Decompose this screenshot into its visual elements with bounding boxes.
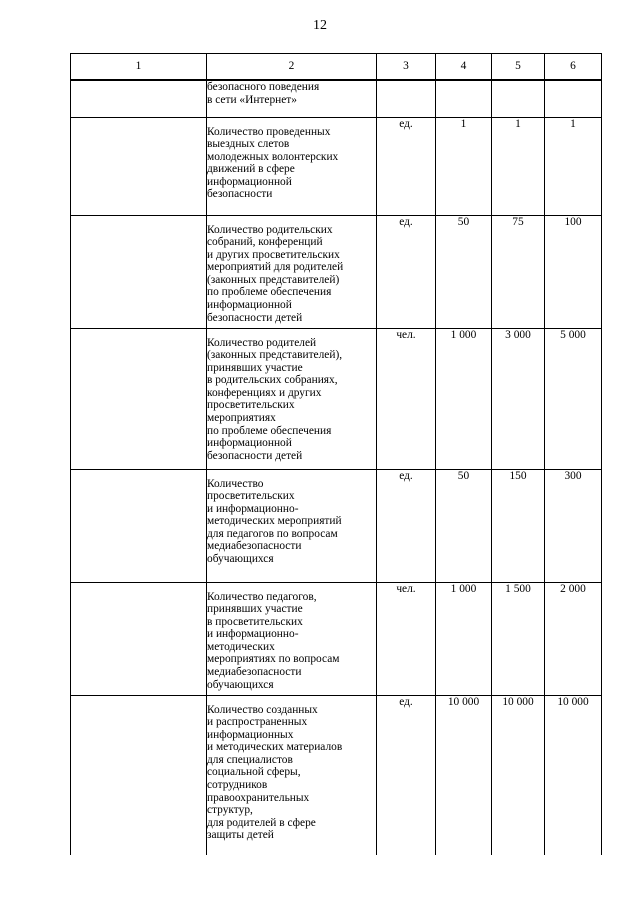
description-line: Количество проведенных	[207, 125, 331, 138]
description-line: безопасности детей	[207, 449, 303, 462]
description-line: медиабезопасности	[207, 540, 302, 553]
cell-value-5: 1	[492, 117, 545, 215]
cell-description	[207, 80, 377, 117]
table-row	[71, 117, 602, 215]
cell-value-4: 10 000	[436, 695, 492, 855]
description-line: безопасного поведения	[207, 81, 320, 93]
cell-value-6: 10 000	[545, 695, 602, 855]
description-line: Количество родительских	[207, 223, 333, 236]
description-line: (законных представителей),	[207, 349, 343, 362]
description-line: (законных представителей)	[207, 273, 340, 286]
cell-value-5: 75	[492, 215, 545, 328]
cell-value-4	[436, 80, 492, 117]
description-line: для педагогов по вопросам	[207, 527, 338, 540]
description-line: движений в сфере	[207, 163, 295, 176]
description-line: принявших участие	[207, 603, 303, 616]
table-row	[71, 328, 602, 469]
cell-description	[207, 215, 377, 328]
description-line: мероприятий для родителей	[207, 261, 344, 274]
cell-value-6: 2 000	[545, 582, 602, 695]
description-line: для специалистов	[207, 753, 293, 766]
description-line: и информационно-	[207, 628, 299, 641]
table-row	[71, 469, 602, 582]
cell-description	[207, 328, 377, 469]
description-line: и методических материалов	[207, 741, 343, 754]
cell-value-4: 1	[436, 117, 492, 215]
cell-value-5: 1 500	[492, 582, 545, 695]
description-line: правоохранительных	[207, 791, 310, 804]
cell-unit: ед.	[377, 117, 436, 215]
cell-value-5	[492, 80, 545, 117]
cell-col1	[71, 695, 207, 855]
cell-value-4: 50	[436, 215, 492, 328]
description-line: в родительских собраниях,	[207, 374, 338, 387]
cell-value-4: 1 000	[436, 328, 492, 469]
indicators-table	[70, 53, 602, 855]
column-header-3: 3	[377, 54, 436, 81]
cell-description	[207, 117, 377, 215]
description-line: Количество педагогов,	[207, 590, 317, 603]
description-line: и информационно-	[207, 502, 299, 515]
table-row	[71, 215, 602, 328]
cell-description	[207, 695, 377, 855]
cell-col1	[71, 582, 207, 695]
cell-value-6: 5 000	[545, 328, 602, 469]
description-line: по проблеме обеспечения	[207, 286, 332, 299]
description-line: в просветительских	[207, 615, 303, 628]
description-line: по проблеме обеспечения	[207, 424, 332, 437]
description-line: просветительских	[207, 490, 295, 503]
cell-col1	[71, 117, 207, 215]
description-line: информационной	[207, 437, 292, 450]
description-line: методических	[207, 640, 275, 653]
cell-value-6: 300	[545, 469, 602, 582]
description-line: Количество родителей	[207, 336, 317, 349]
description-line: информационных	[207, 728, 294, 741]
description-line: молодежных волонтерских	[207, 150, 339, 163]
description-line: мероприятиях	[207, 412, 276, 425]
description-line: конференциях и других	[207, 386, 322, 399]
cell-col1	[71, 469, 207, 582]
cell-description	[207, 469, 377, 582]
description-line: собраний, конференций	[207, 236, 323, 249]
description-line: Количество	[207, 477, 264, 490]
cell-col1	[71, 215, 207, 328]
description-line: для родителей в сфере	[207, 816, 316, 829]
cell-value-6: 1	[545, 117, 602, 215]
description-line: информационной	[207, 299, 292, 312]
table-row	[71, 80, 602, 117]
cell-value-6: 100	[545, 215, 602, 328]
cell-value-5: 150	[492, 469, 545, 582]
cell-value-5: 10 000	[492, 695, 545, 855]
cell-col1	[71, 80, 207, 117]
column-header-5: 5	[492, 54, 545, 81]
description-line: безопасности детей	[207, 311, 303, 324]
column-header-4: 4	[436, 54, 492, 81]
description-line: информационной	[207, 175, 292, 188]
cell-unit: ед.	[377, 695, 436, 855]
description-line: безопасности	[207, 188, 273, 201]
table-header-row	[71, 54, 602, 81]
description-line: Количество созданных	[207, 703, 318, 716]
cell-description	[207, 582, 377, 695]
cell-value-5: 3 000	[492, 328, 545, 469]
cell-value-4: 1 000	[436, 582, 492, 695]
table-row	[71, 582, 602, 695]
cell-unit	[377, 80, 436, 117]
description-line: социальной сферы,	[207, 766, 301, 779]
cell-unit: ед.	[377, 469, 436, 582]
cell-unit: чел.	[377, 582, 436, 695]
description-line: структур,	[207, 804, 253, 817]
description-line: в сети «Интернет»	[207, 93, 297, 106]
description-line: обучающихся	[207, 553, 274, 566]
cell-col1	[71, 328, 207, 469]
description-line: мероприятиях по вопросам	[207, 653, 340, 666]
description-line: методических мероприятий	[207, 515, 342, 528]
cell-unit: ед.	[377, 215, 436, 328]
description-line: и других просветительских	[207, 248, 340, 261]
cell-unit: чел.	[377, 328, 436, 469]
column-header-6: 6	[545, 54, 602, 81]
description-line: принявших участие	[207, 361, 303, 374]
column-header-1: 1	[71, 54, 207, 81]
table-row	[71, 695, 602, 855]
description-line: просветительских	[207, 399, 295, 412]
description-line: выездных слетов	[207, 138, 290, 151]
cell-value-4: 50	[436, 469, 492, 582]
description-line: и распространенных	[207, 716, 308, 729]
column-header-2: 2	[207, 54, 377, 81]
description-line: сотрудников	[207, 779, 268, 792]
description-line: медиабезопасности	[207, 666, 302, 679]
description-line: защиты детей	[207, 829, 274, 842]
description-line: обучающихся	[207, 678, 274, 691]
page-number: 12	[313, 18, 327, 33]
cell-value-6	[545, 80, 602, 117]
